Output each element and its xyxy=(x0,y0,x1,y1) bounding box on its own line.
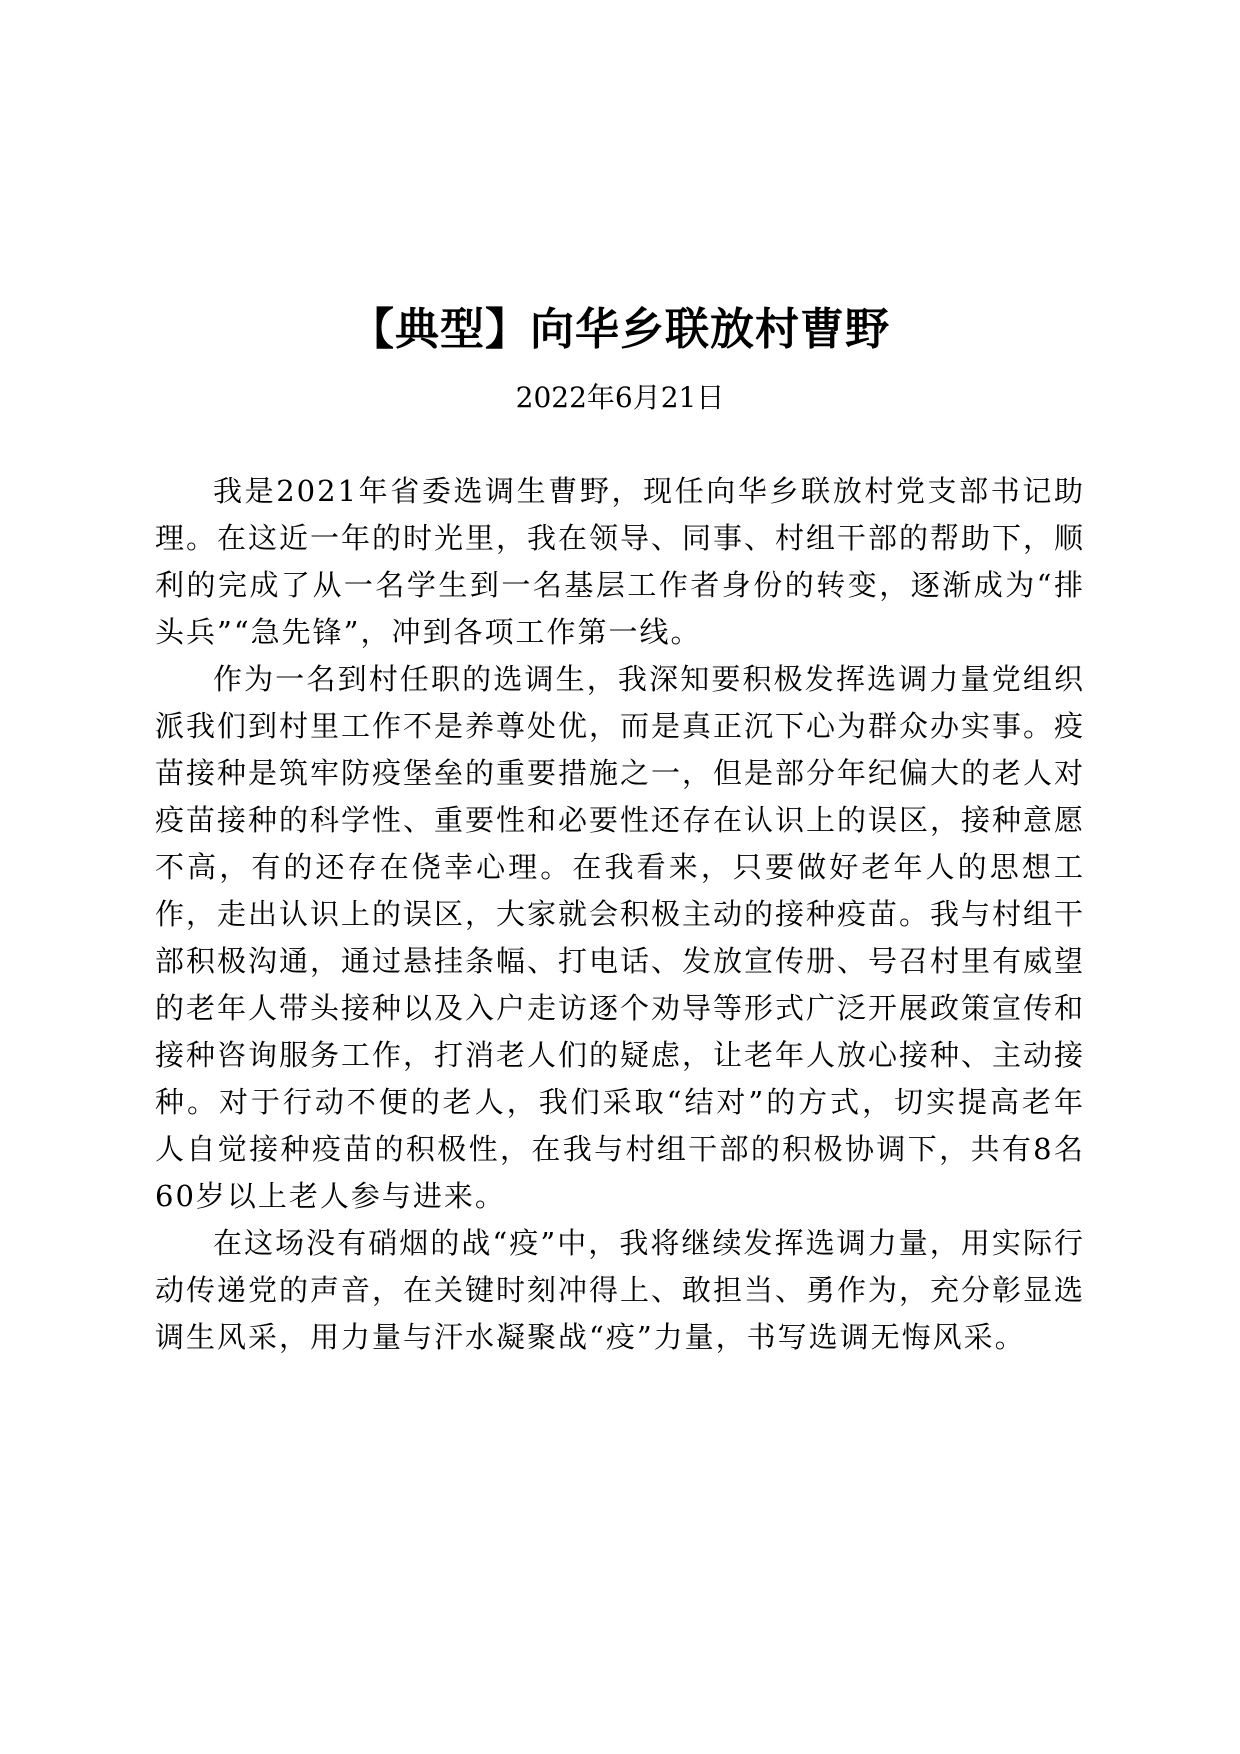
document-title: 【典型】向华乡联放村曹野 xyxy=(350,304,890,355)
document-date: 2022年6月21日 xyxy=(515,381,725,414)
paragraph-1: 我是2021年省委选调生曹野，现任向华乡联放村党支部书记助理。在这近一年的时光里，我在领导、同事、村组干部的帮助下，顺利的完成了从一名学生到一名基层工作者身份的转变，逐渐成为“排头兵”“急先锋”，冲到各项工作第一线。 xyxy=(155,474,1086,649)
document-body xyxy=(155,468,1085,1361)
paragraph-2: 作为一名到村任职的选调生，我深知要积极发挥选调力量党组织派我们到村里工作不是养尊处优，而是真正沉下心为群众办实事。疫苗接种是筑牢防疫堡垒的重要措施之一，但是部分年纪偏大的老人对疫苗接种的科学性、重要性和必要性还存在认识上的误区，接种意愿不高，有的还存在侥幸心理。在我看来，只要做好老年人的思想工作，走出认识上的误区，大家就会积极主动的接种疫苗。我与村组干部积极沟通，通过悬挂条幅、打电话、发放宣传册、号召村里有威望的老年人带头接种以及入户走访逐个劝导等形式广泛开展政策宣传和接种咨询服务工作，打消老人们的疑虑，让老年人放心接种、主动接种。对于行动不便的老人，我们采取“结对”的方式，切实提高老年人自觉接种疫苗的积极性，在我与村组干部的积极协调下，共有8名60岁以上老人参与进来。 xyxy=(155,662,1086,1213)
paragraph-3: 在这场没有硝烟的战“疫”中，我将继续发挥选调力量，用实际行动传递党的声音，在关键时刻冲得上、敢担当、勇作为，充分彰显选调生风采，用力量与汗水凝聚战“疫”力量，书写选调无悔风采。 xyxy=(155,1226,1086,1354)
